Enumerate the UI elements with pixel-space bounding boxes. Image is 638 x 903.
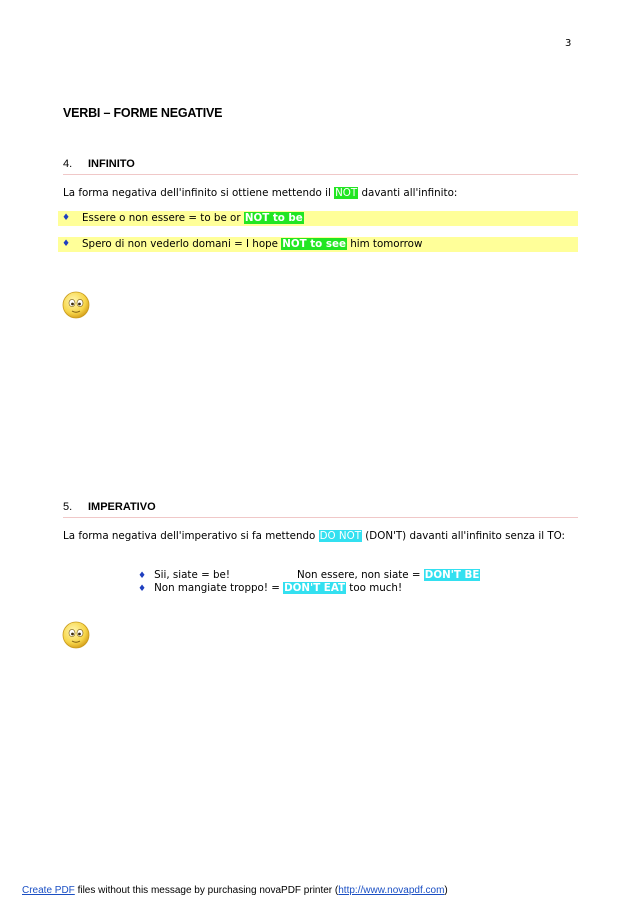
imperative-example-right	[297, 569, 480, 582]
imperativo-intro	[63, 529, 579, 544]
section-heading-imperativo	[63, 499, 578, 518]
example-highlight: NOT to be	[244, 212, 303, 224]
section-label: IMPERATIVO	[88, 501, 156, 513]
intro-text: La forma negativa dell'infinito si ottiene mettendo il	[63, 187, 335, 199]
example-row	[58, 211, 578, 226]
pdf-footer	[22, 885, 448, 896]
imperative-example-row	[138, 582, 402, 596]
not-highlight: NOT	[335, 187, 358, 199]
example-highlight: DON'T BE	[424, 569, 480, 581]
section-number: 5.	[63, 501, 73, 513]
footer-text: files without this message by purchasing novaPDF printer (	[74, 885, 339, 896]
page-title: VERBI – FORME NEGATIVE	[63, 106, 223, 120]
example-text: Non essere, non siate =	[297, 569, 424, 581]
example-text: Spero di non vederlo domani = I hope	[82, 238, 282, 250]
example-text: Non mangiate troppo! =	[154, 582, 284, 594]
diamond-bullet-icon: ♦	[138, 584, 147, 594]
do-not-highlight: DO NOT	[319, 530, 362, 542]
intro-text-end: davanti all'infinito:	[358, 187, 458, 199]
novapdf-link[interactable]: http://www.novapdf.com	[338, 885, 445, 896]
example-highlight: NOT to see	[282, 238, 346, 250]
diamond-bullet-icon: ♦	[62, 213, 71, 223]
example-text-end: him tomorrow	[346, 238, 423, 250]
intro-text: La forma negativa dell'imperativo si fa mettendo	[63, 530, 319, 542]
infinito-intro	[63, 186, 579, 201]
section-label: INFINITO	[88, 158, 135, 170]
section-number: 4.	[63, 158, 73, 170]
intro-text-end: (DON'T) davanti all'infinito senza il TO:	[362, 530, 566, 542]
example-text: Sii, siate = be!	[154, 569, 230, 581]
page-number: 3	[565, 38, 572, 49]
smiley-face-icon	[62, 621, 90, 649]
diamond-bullet-icon: ♦	[62, 239, 71, 249]
create-pdf-link[interactable]: Create PDF	[22, 885, 75, 896]
example-highlight: DON'T EAT	[284, 582, 346, 594]
example-row	[58, 237, 578, 252]
diamond-bullet-icon: ♦	[138, 571, 147, 581]
imperative-example-row	[138, 569, 230, 583]
example-text-end: too much!	[346, 582, 403, 594]
footer-text-end: )	[444, 885, 448, 896]
section-heading-infinito	[63, 156, 578, 175]
example-text: Essere o non essere = to be or	[82, 212, 244, 224]
smiley-face-icon	[62, 291, 90, 319]
